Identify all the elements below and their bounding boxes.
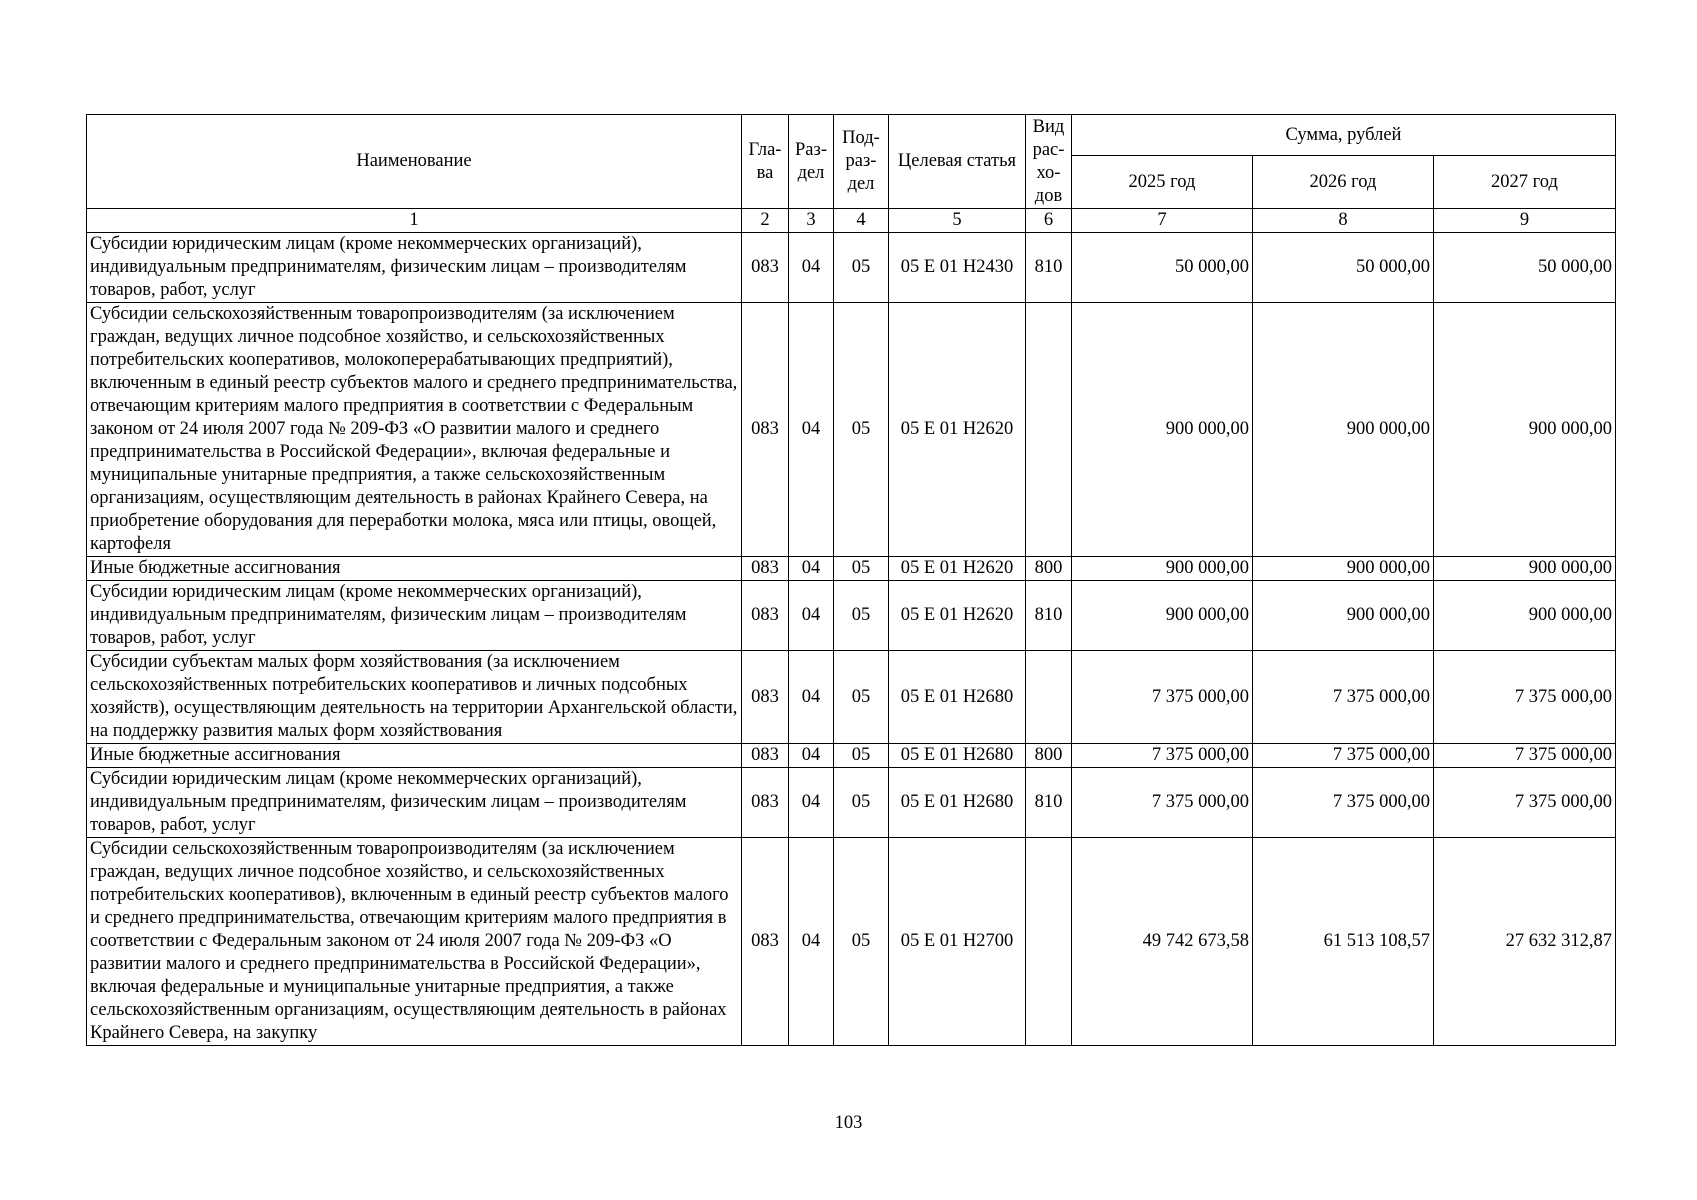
row-sum-2027: 7 375 000,00	[1434, 651, 1616, 744]
row-sum-2026: 7 375 000,00	[1253, 768, 1434, 838]
row-sum-2025: 7 375 000,00	[1072, 651, 1253, 744]
row-razdel: 04	[789, 768, 834, 838]
budget-table	[86, 114, 1616, 1046]
row-vid	[1026, 651, 1072, 744]
row-sum-2025: 49 742 673,58	[1072, 838, 1253, 1046]
table-row	[87, 838, 1616, 1046]
row-razdel: 04	[789, 581, 834, 651]
row-sum-2026: 50 000,00	[1253, 233, 1434, 303]
row-sum-2026: 900 000,00	[1253, 557, 1434, 581]
row-glava: 083	[742, 303, 789, 557]
table-row	[87, 581, 1616, 651]
row-vid: 810	[1026, 581, 1072, 651]
row-sum-2027: 50 000,00	[1434, 233, 1616, 303]
row-sum-2026: 7 375 000,00	[1253, 744, 1434, 768]
row-sum-2026: 7 375 000,00	[1253, 651, 1434, 744]
row-podrazdel: 05	[834, 838, 889, 1046]
row-name: Субсидии субъектам малых форм хозяйствования (за исключением сельскохозяйственных потребительских кооперативов и личных подсобных хозяйств), осуществляющим деятельность на территории Архангельской области, на поддержку развития малых форм хозяйствования	[87, 651, 742, 744]
header-year-2026: 2026 год	[1253, 156, 1434, 209]
row-sum-2025: 900 000,00	[1072, 557, 1253, 581]
row-podrazdel: 05	[834, 581, 889, 651]
col-number: 5	[889, 209, 1026, 233]
col-number: 1	[87, 209, 742, 233]
row-sum-2025: 50 000,00	[1072, 233, 1253, 303]
row-sum-2026: 61 513 108,57	[1253, 838, 1434, 1046]
header-name: Наименование	[87, 115, 742, 209]
row-razdel: 04	[789, 233, 834, 303]
row-glava: 083	[742, 581, 789, 651]
row-vid: 810	[1026, 233, 1072, 303]
col-number: 6	[1026, 209, 1072, 233]
row-sum-2026: 900 000,00	[1253, 581, 1434, 651]
row-podrazdel: 05	[834, 303, 889, 557]
row-name: Субсидии юридическим лицам (кроме некоммерческих организаций), индивидуальным предпринимателям, физическим лицам – производителям товаров, работ, услуг	[87, 581, 742, 651]
row-name: Субсидии юридическим лицам (кроме некоммерческих организаций), индивидуальным предпринимателям, физическим лицам – производителям товаров, работ, услуг	[87, 233, 742, 303]
row-glava: 083	[742, 651, 789, 744]
table-row	[87, 233, 1616, 303]
row-name: Субсидии сельскохозяйственным товаропроизводителям (за исключением граждан, ведущих личное подсобное хозяйство, и сельскохозяйственных потребительских кооперативов), включенным в единый реестр субъектов малого и среднего предпринимательства, отвечающим критериям малого предприятия в соответствии с Федеральным законом от 24 июля 2007 года № 209-ФЗ «О развитии малого и среднего предпринимательства в Российской Федерации», включая федеральные и муниципальные унитарные предприятия, а также сельскохозяйственным организациям, осуществляющим деятельность в районах Крайнего Севера, на закупку	[87, 838, 742, 1046]
row-razdel: 04	[789, 838, 834, 1046]
row-glava: 083	[742, 744, 789, 768]
row-celevaya: 05 Е 01 Н2680	[889, 744, 1026, 768]
row-sum-2027: 900 000,00	[1434, 303, 1616, 557]
row-sum-2027: 7 375 000,00	[1434, 744, 1616, 768]
row-celevaya: 05 Е 01 Н2620	[889, 303, 1026, 557]
row-razdel: 04	[789, 303, 834, 557]
row-podrazdel: 05	[834, 651, 889, 744]
budget-sheet	[86, 114, 1615, 1046]
row-razdel: 04	[789, 744, 834, 768]
row-vid	[1026, 838, 1072, 1046]
header-summa: Сумма, рублей	[1072, 115, 1616, 156]
col-number: 9	[1434, 209, 1616, 233]
row-sum-2026: 900 000,00	[1253, 303, 1434, 557]
row-sum-2027: 900 000,00	[1434, 557, 1616, 581]
row-celevaya: 05 Е 01 Н2620	[889, 557, 1026, 581]
header-celevaya: Целевая статья	[889, 115, 1026, 209]
row-podrazdel: 05	[834, 233, 889, 303]
header-vid: Вид рас-хо-дов	[1026, 115, 1072, 209]
row-vid: 800	[1026, 557, 1072, 581]
row-name: Иные бюджетные ассигнования	[87, 744, 742, 768]
header-year-2027: 2027 год	[1434, 156, 1616, 209]
row-celevaya: 05 Е 01 Н2700	[889, 838, 1026, 1046]
row-name: Субсидии юридическим лицам (кроме некоммерческих организаций), индивидуальным предпринимателям, физическим лицам – производителям товаров, работ, услуг	[87, 768, 742, 838]
row-sum-2025: 7 375 000,00	[1072, 744, 1253, 768]
row-vid: 800	[1026, 744, 1072, 768]
row-name: Субсидии сельскохозяйственным товаропроизводителям (за исключением граждан, ведущих личное подсобное хозяйство, и сельскохозяйственных потребительских кооперативов, молокоперерабатывающих предприятий), включенным в единый реестр субъектов малого и среднего предпринимательства, отвечающим критериям малого предприятия в соответствии с Федеральным законом от 24 июля 2007 года № 209-ФЗ «О развитии малого и среднего предпринимательства в Российской Федерации», включая федеральные и муниципальные унитарные предприятия, а также сельскохозяйственным организациям, осуществляющим деятельность в районах Крайнего Севера, на приобретение оборудования для переработки молока, мяса или птицы, овощей, картофеля	[87, 303, 742, 557]
col-number: 4	[834, 209, 889, 233]
row-celevaya: 05 Е 01 Н2430	[889, 233, 1026, 303]
header-year-2025: 2025 год	[1072, 156, 1253, 209]
col-number: 2	[742, 209, 789, 233]
row-celevaya: 05 Е 01 Н2680	[889, 651, 1026, 744]
table-row	[87, 651, 1616, 744]
row-razdel: 04	[789, 651, 834, 744]
row-sum-2025: 900 000,00	[1072, 303, 1253, 557]
row-glava: 083	[742, 768, 789, 838]
header-razdel: Раз-дел	[789, 115, 834, 209]
header-podrazdel: Под-раз-дел	[834, 115, 889, 209]
row-sum-2027: 7 375 000,00	[1434, 768, 1616, 838]
col-number: 7	[1072, 209, 1253, 233]
table-row	[87, 557, 1616, 581]
row-podrazdel: 05	[834, 557, 889, 581]
row-sum-2025: 900 000,00	[1072, 581, 1253, 651]
table-row	[87, 744, 1616, 768]
table-row	[87, 303, 1616, 557]
row-podrazdel: 05	[834, 744, 889, 768]
header-glava: Гла-ва	[742, 115, 789, 209]
row-glava: 083	[742, 838, 789, 1046]
row-name: Иные бюджетные ассигнования	[87, 557, 742, 581]
page-number: 103	[834, 1113, 863, 1133]
row-sum-2027: 27 632 312,87	[1434, 838, 1616, 1046]
row-celevaya: 05 Е 01 Н2680	[889, 768, 1026, 838]
row-glava: 083	[742, 557, 789, 581]
col-number: 3	[789, 209, 834, 233]
row-glava: 083	[742, 233, 789, 303]
row-vid: 810	[1026, 768, 1072, 838]
row-razdel: 04	[789, 557, 834, 581]
row-podrazdel: 05	[834, 768, 889, 838]
row-sum-2027: 900 000,00	[1434, 581, 1616, 651]
col-number: 8	[1253, 209, 1434, 233]
row-celevaya: 05 Е 01 Н2620	[889, 581, 1026, 651]
row-sum-2025: 7 375 000,00	[1072, 768, 1253, 838]
row-vid	[1026, 303, 1072, 557]
table-row	[87, 768, 1616, 838]
